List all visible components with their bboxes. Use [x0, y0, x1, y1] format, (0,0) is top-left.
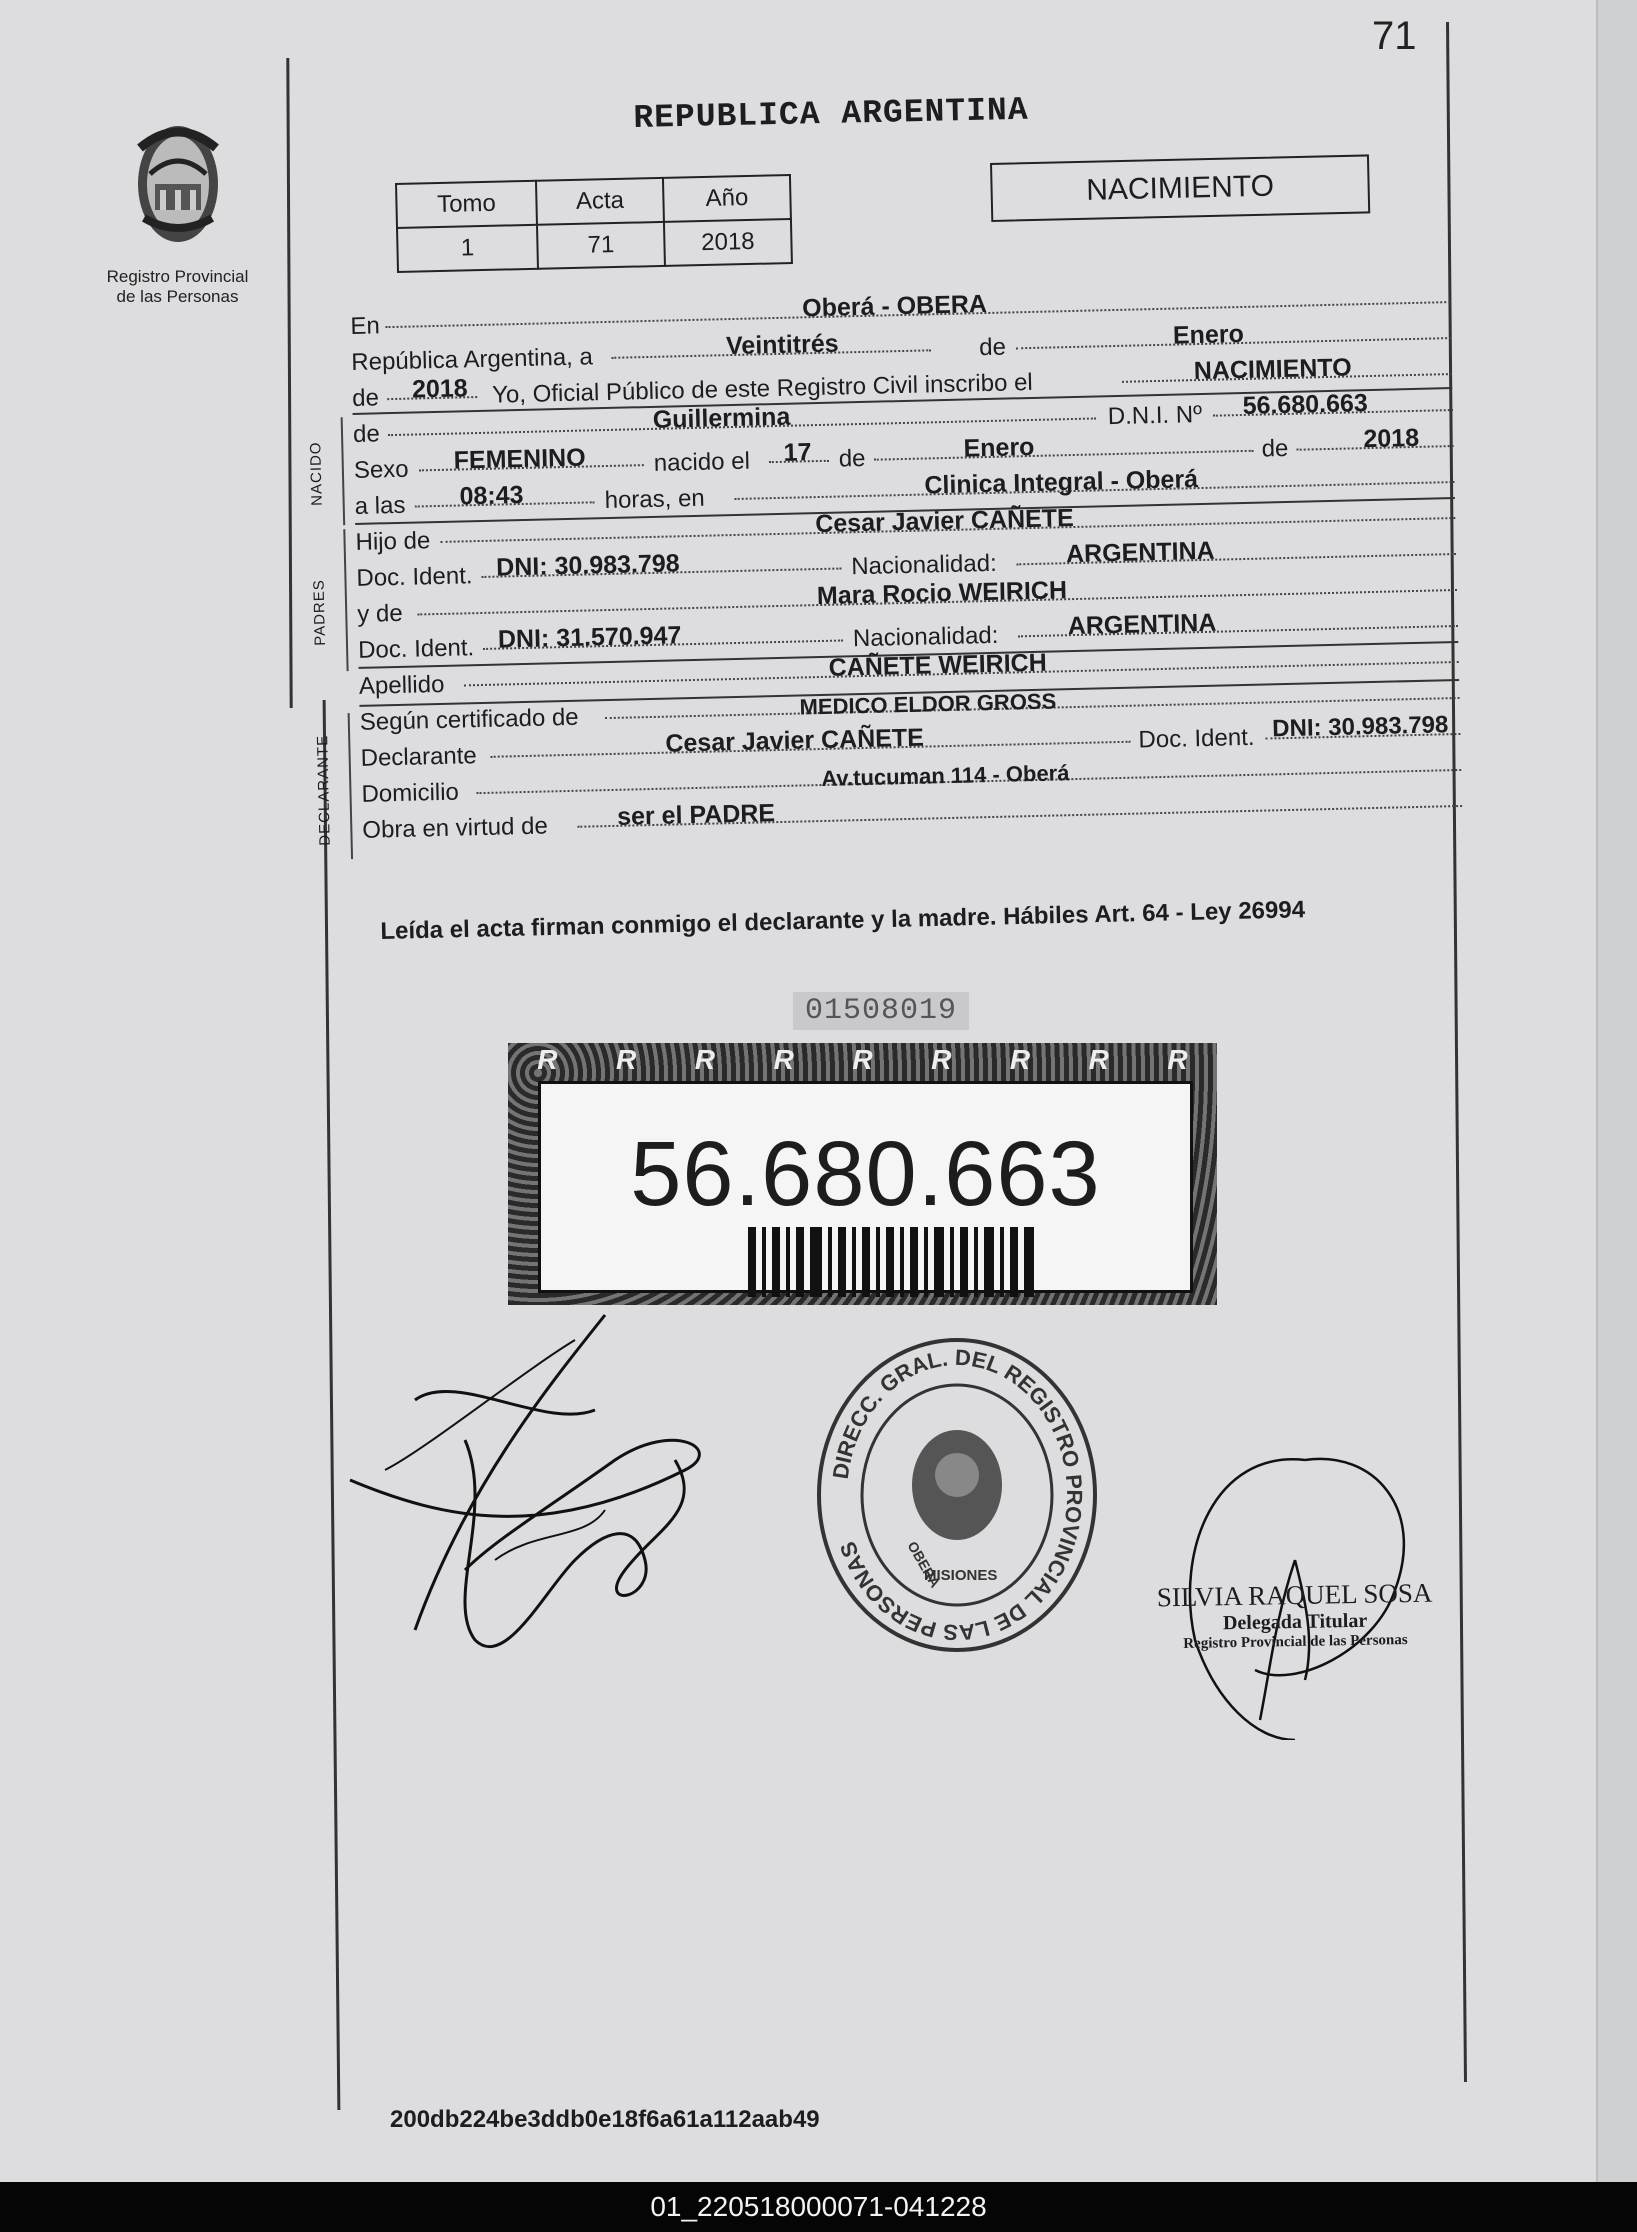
pattern-letter: R — [1167, 1044, 1188, 1075]
stamp-inner-left: OBERA — [904, 1538, 944, 1591]
security-label — [508, 1043, 1217, 1305]
declarant-signature — [345, 1310, 745, 1690]
doc-label: Doc. Ident. — [356, 562, 473, 592]
a-las-label: a las — [354, 491, 406, 520]
certificado-label: Según certificado de — [359, 703, 579, 736]
tomo-header: Tomo — [396, 181, 537, 228]
mother-doc-value: DNI: 31.570.947 — [497, 621, 682, 654]
logo-caption — [90, 267, 265, 307]
father-doc-value: DNI: 30.983.798 — [495, 549, 680, 582]
dni-large-number: 56.680.663 — [630, 1123, 1101, 1225]
doc-label: Doc. Ident. — [1138, 723, 1255, 754]
stamp-outer-text: DIRECC. GRAL. DEL REGISTRO PROVINCIAL DE LAS PERSONAS — [827, 1344, 1088, 1646]
left-border-line — [286, 58, 292, 708]
serial-number: 01508019 — [793, 992, 969, 1030]
side-label-padres: PADRES — [310, 579, 330, 646]
padres-bar — [343, 529, 348, 671]
time-value: 08:43 — [459, 480, 524, 511]
birth-place-value: Clinica Integral - Oberá — [924, 465, 1199, 500]
event-value: NACIMIENTO — [1193, 353, 1352, 386]
officer-name: SILVIA RAQUEL SOSA — [1156, 1577, 1433, 1613]
mother-nat-value: ARGENTINA — [1067, 608, 1217, 641]
pattern-letter: R — [694, 1044, 716, 1075]
inscribe-text: Yo, Oficial Público de este Registro Civil inscribo el — [491, 368, 1034, 409]
side-label-nacido: NACIDO — [307, 441, 326, 507]
acta-header: Acta — [536, 178, 664, 225]
address-value: Av.tucuman 114 - Oberá — [820, 760, 1070, 792]
en-label: En — [350, 312, 381, 340]
document-title: REPUBLICA ARGENTINA — [633, 91, 1029, 137]
nacionalidad-label: Nacionalidad: — [850, 549, 998, 581]
declarante-label: Declarante — [360, 742, 478, 772]
side-label-declarante: DECLARANTE — [314, 734, 334, 846]
footer-hash: 200db224be3ddb0e18f6a61a112aab49 — [390, 2106, 820, 2133]
registry-logo — [90, 118, 265, 307]
de-label: de — [838, 444, 866, 473]
barcode — [681, 1227, 1101, 1297]
closing-statement: Leída el acta firman conmigo el declarante y la madre. Hábiles Art. 64 - Ley 26994 — [380, 896, 1306, 945]
pattern-letter: R — [537, 1044, 558, 1075]
mother-value: Mara Rocio WEIRICH — [816, 576, 1068, 611]
declarant-doc-value: DNI: 30.983.798 — [1271, 711, 1449, 743]
year-value: 2018 — [411, 374, 468, 404]
nacido-bar — [341, 417, 346, 525]
logo-caption-line1: Registro Provincial — [106, 267, 249, 286]
domicilio-label: Domicilio — [361, 778, 460, 808]
birth-day-value: 17 — [783, 438, 812, 467]
registry-stamp — [812, 1335, 1102, 1655]
sex-value: FEMENINO — [453, 443, 586, 475]
birth-record-form — [307, 279, 1462, 846]
day-value: Veintitrés — [725, 329, 839, 361]
sexo-label: Sexo — [353, 455, 409, 484]
province-seal-icon — [130, 118, 226, 256]
stamp-inner-bottom: MISIONES — [924, 1567, 998, 1584]
dni-value: 56.680.663 — [1242, 389, 1369, 420]
pattern-letters — [508, 1043, 1217, 1077]
officer-block — [1144, 1577, 1445, 1653]
anio-header: Año — [663, 175, 791, 222]
nacido-label: nacido el — [653, 447, 751, 477]
de-label: de — [351, 384, 380, 412]
left-border-line-lower — [323, 700, 341, 2110]
officer-office: Registro Provincial de las Personas — [1183, 1632, 1408, 1652]
declarante-bar — [348, 713, 353, 859]
capacity-value: ser el PADRE — [616, 799, 776, 831]
pattern-letter: R — [773, 1044, 794, 1075]
dni-label: D.N.I. Nº — [1107, 400, 1203, 431]
republica-label: República Argentina, a — [351, 343, 594, 376]
pattern-letter: R — [1009, 1044, 1031, 1075]
officer-role: Delegada Titular — [1222, 1609, 1368, 1635]
apellido-label: Apellido — [358, 670, 445, 700]
record-type-box: NACIMIENTO — [990, 154, 1370, 222]
certifier-value: MEDICO ELDOR GROSS — [799, 688, 1057, 720]
hijo-label: Hijo de — [355, 527, 431, 556]
birth-year-value: 2018 — [1363, 423, 1420, 454]
de-label: de — [978, 333, 1007, 362]
horas-label: horas, en — [604, 484, 706, 515]
de-label: de — [1261, 434, 1289, 463]
father-value: Cesar Javier CAÑETE — [814, 504, 1075, 539]
pattern-letter: R — [1088, 1044, 1109, 1075]
pattern-letter: R — [852, 1044, 873, 1075]
tomo-value: 1 — [397, 225, 538, 272]
de-label: de — [352, 420, 381, 448]
y-de-label: y de — [356, 599, 403, 628]
security-label-inner — [538, 1081, 1193, 1293]
acta-value: 71 — [537, 222, 665, 269]
month-value: Enero — [1172, 319, 1245, 350]
name-value: Guillermina — [652, 402, 791, 434]
record-table — [395, 174, 793, 273]
pattern-letter: R — [616, 1044, 637, 1075]
obra-label: Obra en virtud de — [362, 812, 549, 844]
page-edge — [1596, 0, 1637, 2182]
logo-caption-line2: de las Personas — [116, 287, 239, 306]
father-nat-value: ARGENTINA — [1065, 536, 1215, 569]
surname-value: CAÑETE WEIRICH — [828, 648, 1048, 682]
nacionalidad-label: Nacionalidad: — [852, 621, 999, 653]
place-value: Oberá - OBERA — [801, 289, 988, 323]
bottom-id-bar: 01_220518000071-041228 — [0, 2182, 1637, 2232]
pattern-letter: R — [931, 1044, 952, 1075]
birth-month-value: Enero — [963, 432, 1035, 463]
declarant-value: Cesar Javier CAÑETE — [665, 723, 925, 758]
page-number: 71 — [1372, 14, 1417, 58]
anio-value: 2018 — [664, 219, 792, 266]
doc-label: Doc. Ident. — [357, 634, 475, 664]
dotted-line — [874, 450, 1254, 461]
